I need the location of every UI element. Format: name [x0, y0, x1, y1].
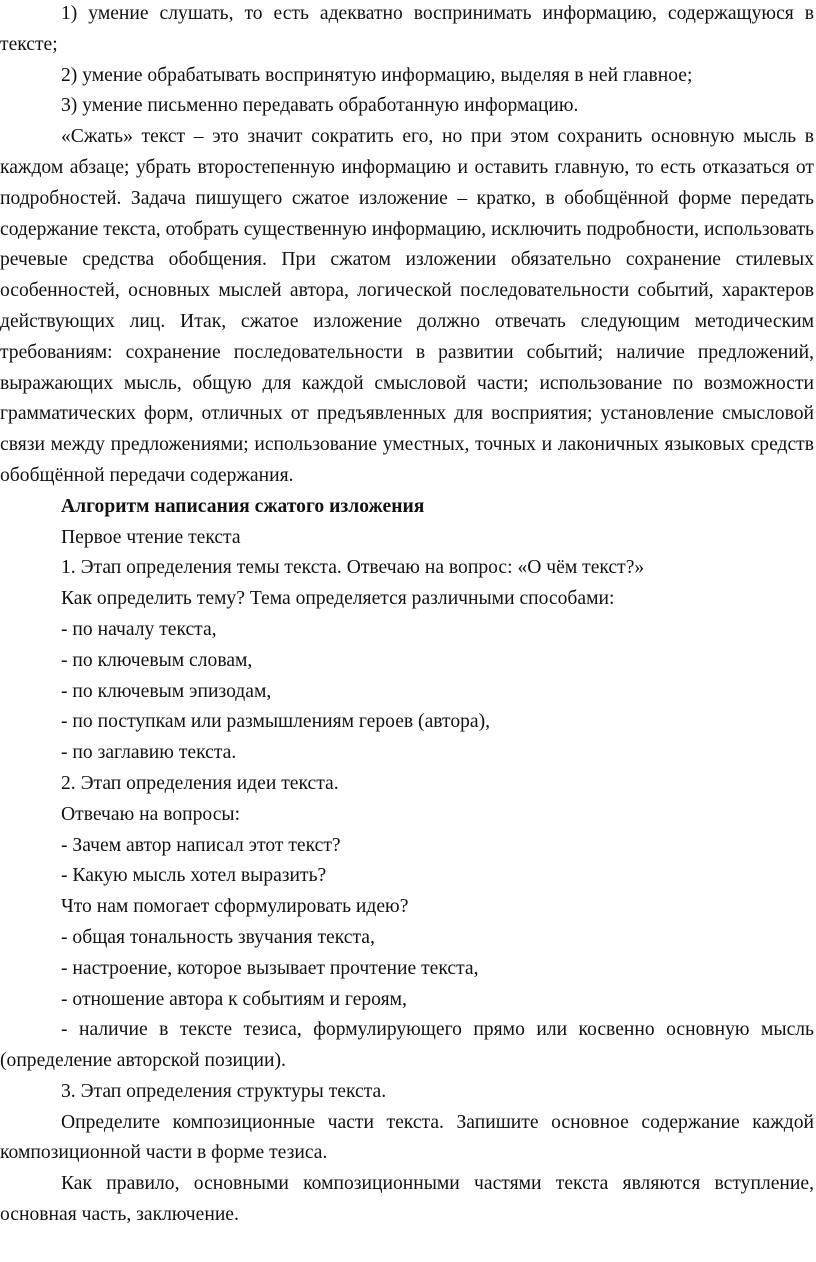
- paragraph-composition-parts: Определите композиционные части текста. Запишите основное содержание каждой композиционной части в форме тезиса.: [0, 1111, 814, 1164]
- list-item: - Какую мысль хотел выразить?: [61, 865, 327, 887]
- list-item: - Зачем автор написал этот текст?: [61, 834, 341, 856]
- paragraph-first-reading: Первое чтение текста: [61, 526, 241, 548]
- paragraph-stage-idea: 2. Этап определения идеи текста.: [61, 772, 339, 794]
- paragraph-what-helps: Что нам помогает сформулировать идею?: [61, 896, 409, 918]
- paragraph-main-parts: Как правило, основными композиционными частями текста являются вступление, основная часть, заключение.: [0, 1173, 814, 1226]
- list-item: - отношение автора к событиям и героям,: [61, 988, 407, 1010]
- list-item: - по ключевым эпизодам,: [61, 680, 272, 702]
- paragraph-stage-topic: 1. Этап определения темы текста. Отвечаю на вопрос: «О чём текст?»: [61, 557, 645, 579]
- list-item: - по началу текста,: [61, 618, 217, 640]
- paragraph-answer-questions: Отвечаю на вопросы:: [61, 803, 241, 825]
- paragraph-listening-skill: 1) умение слушать, то есть адекватно воспринимать информацию, содержащуюся в тексте;: [0, 3, 814, 55]
- list-item: - общая тональность звучания текста,: [61, 926, 375, 948]
- paragraph-processing-skill: 2) умение обрабатывать воспринятую информацию, выделяя в ней главное;: [61, 64, 693, 86]
- paragraph-how-topic: Как определить тему? Тема определяется различными способами:: [61, 588, 615, 610]
- list-item: - по заглавию текста.: [61, 742, 237, 764]
- list-item: - настроение, которое вызывает прочтение текста,: [61, 957, 479, 979]
- list-item: - по ключевым словам,: [61, 649, 253, 671]
- paragraph-stage-structure: 3. Этап определения структуры текста.: [61, 1080, 387, 1102]
- list-item: - по поступкам или размышлениям героев (автора),: [61, 711, 491, 733]
- list-item: - наличие в тексте тезиса, формулирующего прямо или косвенно основную мысль (определение авторской позиции).: [0, 1019, 814, 1072]
- paragraph-compress-text: «Сжать» текст – это значит сократить его, но при этом сохранить основную мысль в каждом абзаце; убрать второстепенную информацию и оставить главную, то есть отказаться от подробностей. Задача пишущего сжатое изложение – кратко, в обобщённой форме передать содержание текста, отобрать существенную информацию, исключить подробности, использовать речевые средства обобщения. При сжатом изложении обязательно сохранение стилевых особенностей, основных мыслей автора, логической последовательности событий, характеров действующих лиц. Итак, сжатое изложение должно отвечать следующим методическим требованиям: сохранение последовательности в развитии событий; наличие предложений, выражающих мысль, общую для каждой смысловой части; использование по возможности грамматических форм, отличных от предъявленных для восприятия; установление смысловой связи между предложениями; использование уместных, точных и лаконичных языковых средств обобщённой передачи содержания.: [0, 126, 814, 486]
- section-heading: Алгоритм написания сжатого изложения: [61, 495, 425, 517]
- paragraph-writing-skill: 3) умение письменно передавать обработанную информацию.: [61, 95, 579, 117]
